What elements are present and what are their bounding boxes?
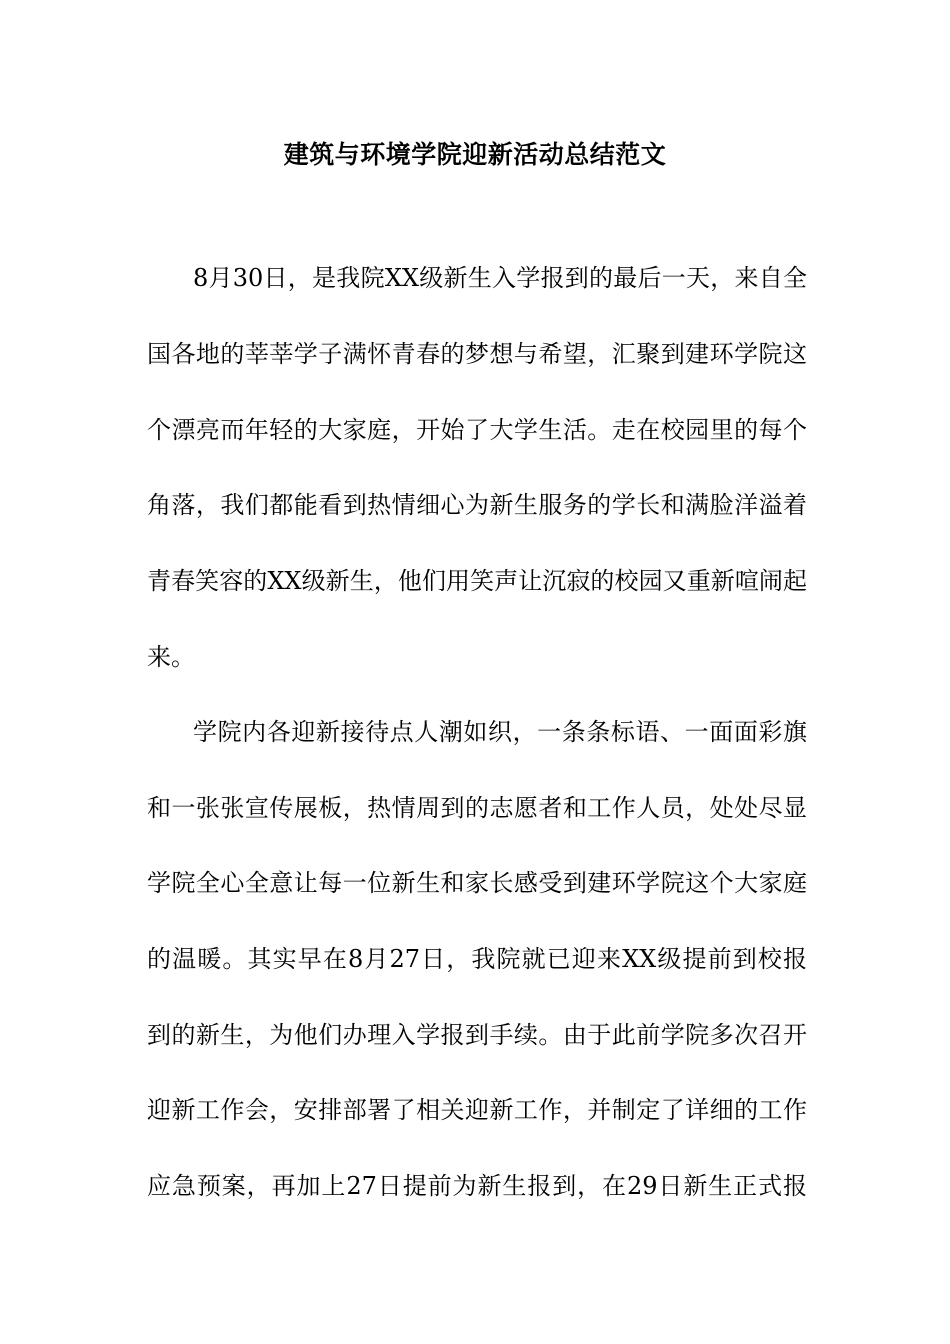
document-title: 建筑与环境学院迎新活动总结范文 [283, 140, 667, 169]
paragraph-1-line-2: 国各地的莘莘学子满怀青春的梦想与希望，汇聚到建环学院这 [147, 340, 807, 368]
paragraph-1-line-4: 角落，我们都能看到热情细心为新生服务的学长和满脸洋溢着 [147, 491, 807, 519]
paragraph-1-line-3: 个漂亮而年轻的大家庭，开始了大学生活。走在校园里的每个 [147, 416, 807, 444]
paragraph-2-line-6: 迎新工作会，安排部署了相关迎新工作，并制定了详细的工作 [147, 1096, 807, 1124]
paragraph-1-line-6: 来。 [147, 643, 195, 671]
paragraph-2-line-3: 学院全心全意让每一位新生和家长感受到建环学院这个大家庭 [147, 869, 807, 897]
paragraph-2-line-5: 到的新生，为他们办理入学报到手续。由于此前学院多次召开 [147, 1021, 807, 1049]
paragraph-2-line-7: 应急预案，再加上27日提前为新生报到，在29日新生正式报 [147, 1172, 807, 1200]
paragraph-1-line-5: 青春笑容的XX级新生，他们用笑声让沉寂的校园又重新喧闹起 [147, 567, 807, 595]
paragraph-2-line-1: 学院内各迎新接待点人潮如织，一条条标语、一面面彩旗 [193, 718, 807, 746]
paragraph-2-line-4: 的温暖。其实早在8月27日，我院就已迎来XX级提前到校报 [147, 945, 807, 973]
paragraph-1-line-1: 8月30日，是我院XX级新生入学报到的最后一天，来自全 [193, 264, 807, 292]
paragraph-2-line-2: 和一张张宣传展板，热情周到的志愿者和工作人员，处处尽显 [147, 794, 807, 822]
